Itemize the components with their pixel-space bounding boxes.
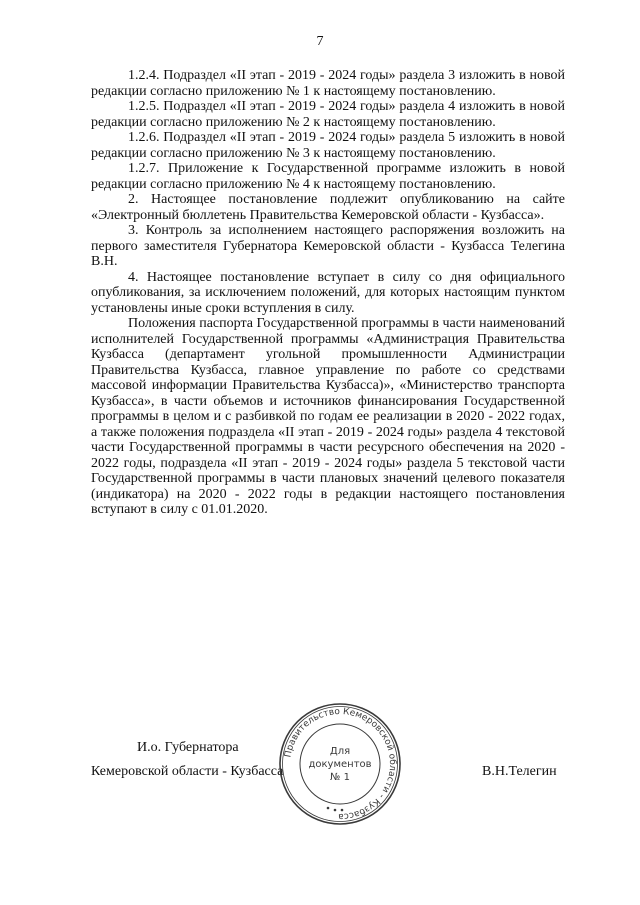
paragraph-2-publication: 2. Настоящее постановление подлежит опубликованию на сайте «Электронный бюллетень Правительства Кемеровской области - Кузбасса». bbox=[91, 192, 565, 223]
paragraph-1-2-6: 1.2.6. Подраздел «II этап - 2019 - 2024 годы» раздела 5 изложить в новой редакции согласно приложению № 3 к настоящему постановлению. bbox=[91, 130, 565, 161]
official-stamp bbox=[278, 702, 402, 826]
stamp-center-line3: № 1 bbox=[330, 772, 350, 783]
paragraph-provisions: Положения паспорта Государственной программы в части наименований исполнителей Государственной программы «Администрация Правительства Кузбасса (департамент угольной промышленности Администрации Правительства Кузбасса, главное управление по работе со средствами массовой информации Правительства Кузбасса)», «Министерство транспорта Кузбасса», в части объемов и источников финансирования Государственной программы в целом и с разбивкой по годам ее реализации в 2020 - 2022 годах, а также положения подраздела «II этап - 2019 - 2024 годы» раздела 4 текстовой части Государственной программы в части ресурсного обеспечения на 2020 - 2022 годы, подраздела «II этап - 2019 - 2024 годы» раздела 5 текстовой части Государственной программы в части плановых значений целевого показателя (индикатора) на 2020 - 2022 годы в редакции настоящего постановления вступают в силу с 01.01.2020. bbox=[91, 316, 565, 517]
stamp-center-line1: Для bbox=[329, 746, 351, 757]
stamp-star-icon bbox=[341, 809, 344, 812]
signatory-name: В.Н.Телегин bbox=[482, 764, 557, 779]
paragraph-1-2-7: 1.2.7. Приложение к Государственной программе изложить в новой редакции согласно приложению № 4 к настоящему постановлению. bbox=[91, 161, 565, 192]
paragraph-4-effective-date: 4. Настоящее постановление вступает в силу со дня официального опубликования, за исключением положений, для которых настоящим пунктом установлены иные сроки вступления в силу. bbox=[91, 269, 565, 316]
paragraph-3-control: 3. Контроль за исполнением настоящего распоряжения возложить на первого заместителя Губернатора Кемеровской области - Кузбасса Телегина В.Н. bbox=[91, 223, 565, 269]
document-body bbox=[91, 68, 565, 518]
stamp-center-line2: документов bbox=[308, 759, 372, 770]
stamp-ring-text: Правительство Кемеровской области - Кузбасса bbox=[283, 706, 398, 822]
paragraph-1-2-4: 1.2.4. Подраздел «II этап - 2019 - 2024 годы» раздела 3 изложить в новой редакции согласно приложению № 1 к настоящему постановлению. bbox=[91, 68, 565, 99]
stamp-graphic bbox=[278, 702, 402, 826]
stamp-star-icon bbox=[334, 809, 337, 812]
paragraph-1-2-5: 1.2.5. Подраздел «II этап - 2019 - 2024 годы» раздела 4 изложить в новой редакции согласно приложению № 2 к настоящему постановлению. bbox=[91, 99, 565, 130]
page-number: 7 bbox=[316, 34, 324, 49]
signatory-position-line1: И.о. Губернатора bbox=[137, 740, 239, 755]
stamp-star-icon bbox=[327, 807, 330, 810]
signatory-position-line2: Кемеровской области - Кузбасса bbox=[91, 764, 284, 779]
